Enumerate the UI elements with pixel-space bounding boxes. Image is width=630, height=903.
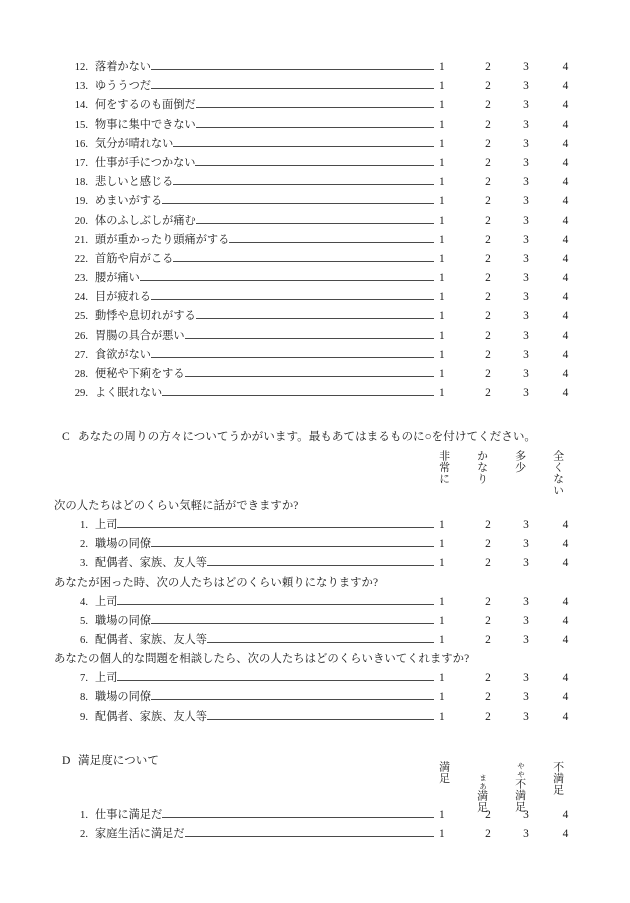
column-header-1 — [424, 450, 462, 496]
item-label: 便秘や下痢をする — [95, 368, 185, 380]
rating-option-2[interactable]: 2 — [485, 310, 491, 323]
rating-option-3[interactable]: 3 — [523, 538, 529, 551]
rating-option-2[interactable]: 2 — [485, 176, 491, 189]
leader-line — [195, 165, 437, 166]
rating-option-1[interactable]: 1 — [439, 99, 445, 112]
rating-option-2[interactable]: 2 — [485, 368, 491, 380]
item-label: 上司 — [95, 595, 118, 608]
rating-option-1[interactable]: 1 — [439, 176, 445, 189]
item-number: 8. — [80, 692, 88, 704]
section-c-heading — [0, 428, 630, 445]
rating-option-2[interactable]: 2 — [485, 633, 491, 646]
rating-option-1[interactable]: 1 — [439, 595, 445, 608]
item-label: 上司 — [95, 519, 118, 531]
rating-scale — [437, 593, 586, 612]
item-number: 9. — [80, 711, 88, 723]
item-number: 26. — [74, 330, 88, 342]
rating-option-1[interactable]: 1 — [439, 233, 445, 246]
leader-line — [185, 338, 437, 339]
rating-option-1[interactable]: 1 — [439, 710, 445, 723]
leader-line — [151, 699, 437, 700]
rating-option-4[interactable]: 4 — [562, 633, 569, 646]
rating-option-4[interactable]: 4 — [562, 614, 569, 627]
item-label: 職場の同僚 — [95, 538, 151, 551]
rating-option-4[interactable]: 4 — [562, 691, 569, 704]
item-label: 配偶者、家族、友人等 — [95, 633, 207, 646]
rating-option-3[interactable]: 3 — [523, 291, 529, 304]
rating-option-4[interactable]: 4 — [562, 519, 569, 531]
leader-line — [196, 318, 437, 319]
item-label: 仕事に満足だ — [95, 809, 163, 821]
rating-option-1[interactable]: 1 — [439, 118, 445, 131]
rating-scale — [437, 825, 586, 844]
rating-option-2[interactable]: 2 — [485, 233, 491, 246]
rating-option-4[interactable]: 4 — [562, 387, 569, 400]
section-d-items — [0, 806, 630, 844]
item-number: 15. — [74, 119, 88, 131]
item-label: 食欲がない — [95, 348, 151, 361]
rating-scale — [437, 384, 586, 403]
item-number: 2. — [80, 829, 88, 841]
rating-scale — [437, 669, 586, 688]
item-number: 5. — [80, 615, 88, 627]
leader-line — [151, 623, 437, 624]
item-label: めまいがする — [95, 195, 163, 208]
item-number: 12. — [74, 62, 88, 73]
sub-question-items — [0, 516, 586, 574]
section-d-heading-text: 満足度について — [78, 754, 159, 767]
leader-line — [207, 719, 437, 720]
item-number: 14. — [74, 100, 88, 112]
item-number: 21. — [74, 234, 88, 246]
question-item-row — [62, 708, 586, 727]
column-header-text: 不満足 — [551, 761, 564, 796]
rating-option-1[interactable]: 1 — [439, 538, 445, 551]
rating-option-1[interactable]: 1 — [439, 61, 445, 73]
question-item-row — [62, 77, 586, 96]
rating-option-3[interactable]: 3 — [523, 710, 529, 723]
item-number: 13. — [74, 81, 88, 93]
rating-option-4[interactable]: 4 — [562, 176, 569, 189]
rating-option-1[interactable]: 1 — [439, 291, 445, 304]
item-number: 19. — [74, 196, 88, 208]
rating-scale — [437, 612, 586, 631]
question-item-row — [62, 269, 586, 288]
item-label: 上司 — [95, 672, 118, 685]
item-number: 22. — [74, 253, 88, 265]
rating-option-4[interactable]: 4 — [562, 61, 569, 73]
rating-scale — [437, 154, 586, 173]
sub-question-items — [0, 669, 586, 727]
rating-scale — [437, 708, 586, 727]
sub-question-heading: あなたの個人的な問題を相談したら、次の人たちはどのくらいきいてくれますか? — [54, 653, 470, 666]
rating-option-1[interactable]: 1 — [439, 137, 445, 150]
item-number: 1. — [80, 810, 88, 821]
section-c — [0, 428, 630, 445]
rating-option-2[interactable]: 2 — [485, 538, 491, 551]
rating-option-3[interactable]: 3 — [523, 691, 529, 704]
column-header-text — [513, 761, 524, 813]
rating-option-2[interactable]: 2 — [485, 691, 491, 704]
rating-option-2[interactable]: 2 — [485, 348, 491, 361]
rating-option-4[interactable]: 4 — [562, 99, 569, 112]
leader-line — [117, 604, 437, 605]
question-item-row — [62, 212, 586, 231]
rating-scale — [437, 554, 586, 573]
item-number: 2. — [80, 539, 88, 551]
rating-option-3[interactable]: 3 — [523, 310, 529, 323]
sub-question-heading: 次の人たちはどのくらい気軽に話ができますか? — [54, 500, 299, 512]
item-label: ゆううつだ — [95, 80, 151, 93]
item-number: 29. — [74, 388, 88, 400]
column-header-annotation: まあ — [478, 773, 488, 790]
rating-option-3[interactable]: 3 — [523, 809, 529, 821]
leader-line — [162, 203, 437, 204]
rating-option-3[interactable]: 3 — [523, 99, 529, 112]
rating-option-1[interactable]: 1 — [439, 691, 445, 704]
question-item-row — [62, 535, 586, 554]
column-header-text: かなり — [475, 450, 488, 485]
question-item-row — [62, 346, 586, 365]
item-label: 気分が晴れない — [95, 137, 174, 150]
item-number: 27. — [74, 349, 88, 361]
section-b-items — [62, 58, 586, 403]
item-number: 20. — [74, 215, 88, 227]
rating-option-4[interactable]: 4 — [562, 80, 569, 93]
section-d-item-list — [0, 806, 586, 844]
rating-option-3[interactable]: 3 — [523, 519, 529, 531]
rating-option-2[interactable]: 2 — [485, 519, 491, 531]
section-d-column-headers — [424, 761, 576, 813]
question-item-row — [62, 192, 586, 211]
rating-option-2[interactable]: 2 — [485, 61, 491, 73]
rating-scale — [437, 327, 586, 346]
rating-option-4[interactable]: 4 — [562, 710, 569, 723]
question-item-row — [62, 631, 586, 650]
rating-scale — [437, 77, 586, 96]
rating-scale — [437, 58, 586, 77]
rating-option-3[interactable]: 3 — [523, 633, 529, 646]
sub-question-heading: あなたが困った時、次の人たちはどのくらい頼りになりますか? — [54, 576, 378, 589]
question-item-row — [62, 307, 586, 326]
column-header-text: 全くない — [551, 450, 564, 496]
rating-option-4[interactable]: 4 — [562, 809, 569, 821]
rating-scale — [437, 173, 586, 192]
rating-option-1[interactable]: 1 — [439, 633, 445, 646]
rating-option-2[interactable]: 2 — [485, 291, 491, 304]
column-header-main: 不満足 — [513, 778, 526, 813]
sub-question-items — [0, 593, 586, 651]
leader-line — [173, 184, 437, 185]
column-header-text — [475, 761, 486, 813]
column-header-3 — [500, 761, 538, 813]
section-d-letter: D — [62, 754, 71, 767]
item-number: 18. — [74, 177, 88, 189]
question-item-row — [62, 116, 586, 135]
question-item-row — [62, 688, 586, 707]
question-item-row — [62, 250, 586, 269]
item-label: 家庭生活に満足だ — [95, 828, 185, 841]
leader-line — [162, 817, 437, 818]
rating-option-4[interactable]: 4 — [562, 214, 569, 227]
question-item-row — [62, 669, 586, 688]
item-number: 3. — [80, 558, 88, 570]
rating-option-3[interactable]: 3 — [523, 387, 529, 400]
rating-option-3[interactable]: 3 — [523, 672, 529, 685]
rating-option-3[interactable]: 3 — [523, 61, 529, 73]
question-item-row — [62, 154, 586, 173]
leader-line — [185, 836, 437, 837]
item-label: 配偶者、家族、友人等 — [95, 710, 207, 723]
rating-option-4[interactable]: 4 — [562, 828, 569, 841]
rating-option-3[interactable]: 3 — [523, 137, 529, 150]
rating-option-1[interactable]: 1 — [439, 214, 445, 227]
rating-option-1[interactable]: 1 — [439, 614, 445, 627]
question-item-row — [62, 288, 586, 307]
leader-line — [117, 680, 437, 681]
leader-line — [151, 88, 437, 89]
rating-option-4[interactable]: 4 — [562, 272, 569, 285]
rating-option-4[interactable]: 4 — [562, 156, 569, 169]
rating-option-2[interactable]: 2 — [485, 557, 491, 570]
item-label: 悲しいと感じる — [95, 176, 174, 189]
rating-option-1[interactable]: 1 — [439, 348, 445, 361]
leader-line — [151, 69, 437, 70]
question-item-row — [62, 58, 586, 77]
item-number: 16. — [74, 138, 88, 150]
rating-scale — [437, 212, 586, 231]
leader-line — [207, 642, 437, 643]
rating-option-4[interactable]: 4 — [562, 595, 569, 608]
leader-line — [117, 527, 437, 528]
question-item-row — [62, 231, 586, 250]
rating-option-3[interactable]: 3 — [523, 368, 529, 380]
rating-option-4[interactable]: 4 — [562, 538, 569, 551]
item-label: よく眠れない — [95, 387, 163, 400]
leader-line — [229, 242, 437, 243]
item-number: 4. — [80, 596, 88, 608]
rating-option-3[interactable]: 3 — [523, 156, 529, 169]
rating-option-2[interactable]: 2 — [485, 118, 491, 131]
column-header-1 — [424, 761, 462, 813]
rating-scale — [437, 535, 586, 554]
rating-scale — [437, 806, 586, 825]
question-item-row — [62, 593, 586, 612]
item-label: 首筋や肩がこる — [95, 252, 174, 265]
rating-option-4[interactable]: 4 — [562, 252, 569, 265]
rating-option-3[interactable]: 3 — [523, 595, 529, 608]
item-label: 職場の同僚 — [95, 614, 151, 627]
rating-scale — [437, 288, 586, 307]
rating-option-4[interactable]: 4 — [562, 348, 569, 361]
rating-option-2[interactable]: 2 — [485, 214, 491, 227]
rating-option-3[interactable]: 3 — [523, 214, 529, 227]
section-c-letter: C — [62, 430, 70, 443]
question-item-row — [62, 806, 586, 825]
section-c-heading-text: あなたの周りの方々についてうかがいます。最もあてはまるものに○を付けてください。 — [78, 430, 537, 443]
rating-option-2[interactable]: 2 — [485, 828, 491, 841]
item-label: 物事に集中できない — [95, 118, 196, 131]
rating-option-3[interactable]: 3 — [523, 272, 529, 285]
item-label: 目が疲れる — [95, 291, 151, 304]
question-item-row — [62, 825, 586, 844]
item-label: 何をするのも面倒だ — [95, 99, 196, 112]
rating-scale — [437, 346, 586, 365]
rating-option-1[interactable]: 1 — [439, 195, 445, 208]
leader-line — [151, 299, 437, 300]
rating-scale — [437, 269, 586, 288]
rating-scale — [437, 96, 586, 115]
rating-option-2[interactable]: 2 — [485, 137, 491, 150]
rating-option-1[interactable]: 1 — [439, 156, 445, 169]
leader-line — [196, 107, 437, 108]
leader-line — [151, 357, 437, 358]
leader-line — [196, 223, 437, 224]
leader-line — [173, 261, 437, 262]
question-item-row — [62, 135, 586, 154]
rating-option-3[interactable]: 3 — [523, 80, 529, 93]
column-header-text: 非常に — [437, 450, 450, 485]
item-number: 7. — [80, 673, 88, 685]
rating-option-2[interactable]: 2 — [485, 329, 491, 342]
rating-option-4[interactable]: 4 — [562, 672, 569, 685]
rating-option-1[interactable]: 1 — [439, 368, 445, 380]
rating-option-2[interactable]: 2 — [485, 809, 491, 821]
rating-option-1[interactable]: 1 — [439, 519, 445, 531]
leader-line — [151, 546, 437, 547]
question-item-row — [62, 612, 586, 631]
rating-option-1[interactable]: 1 — [439, 387, 445, 400]
rating-option-4[interactable]: 4 — [562, 118, 569, 131]
rating-option-3[interactable]: 3 — [523, 176, 529, 189]
column-header-text: 満足 — [437, 761, 450, 784]
section-c-column-headers — [424, 450, 576, 496]
column-header-annotation: やや — [516, 762, 526, 779]
rating-option-2[interactable]: 2 — [485, 99, 491, 112]
rating-option-1[interactable]: 1 — [439, 557, 445, 570]
rating-option-3[interactable]: 3 — [523, 329, 529, 342]
item-number: 17. — [74, 157, 88, 169]
item-label: 体のふしぶしが痛む — [95, 214, 196, 227]
question-item-row — [62, 384, 586, 403]
rating-scale — [437, 116, 586, 135]
rating-option-2[interactable]: 2 — [485, 195, 491, 208]
rating-scale — [437, 688, 586, 707]
rating-scale — [437, 135, 586, 154]
question-item-row — [62, 516, 586, 535]
section-c-groups — [0, 497, 630, 727]
rating-option-3[interactable]: 3 — [523, 252, 529, 265]
rating-option-1[interactable]: 1 — [439, 80, 445, 93]
question-item-row — [62, 173, 586, 192]
rating-scale — [437, 631, 586, 650]
rating-scale — [437, 516, 586, 535]
item-label: 落着かない — [95, 61, 151, 73]
column-header-2 — [462, 761, 500, 813]
rating-option-1[interactable]: 1 — [439, 310, 445, 323]
leader-line — [140, 280, 437, 281]
item-number: 28. — [74, 369, 88, 380]
item-label: 配偶者、家族、友人等 — [95, 557, 207, 570]
rating-option-1[interactable]: 1 — [439, 329, 445, 342]
rating-option-2[interactable]: 2 — [485, 252, 491, 265]
column-header-4 — [538, 761, 576, 813]
rating-option-1[interactable]: 1 — [439, 809, 445, 821]
question-item-row — [62, 554, 586, 573]
rating-option-2[interactable]: 2 — [485, 156, 491, 169]
rating-option-4[interactable]: 4 — [562, 291, 569, 304]
item-number: 6. — [80, 634, 88, 646]
rating-option-2[interactable]: 2 — [485, 672, 491, 685]
rating-option-4[interactable]: 4 — [562, 195, 569, 208]
rating-option-4[interactable]: 4 — [562, 329, 569, 342]
rating-option-1[interactable]: 1 — [439, 672, 445, 685]
rating-option-3[interactable]: 3 — [523, 195, 529, 208]
column-header-3 — [500, 450, 538, 496]
rating-option-3[interactable]: 3 — [523, 828, 529, 841]
question-item-row — [62, 365, 586, 384]
item-label: 頭が重かったり頭痛がする — [95, 233, 230, 246]
column-header-main: 満足 — [475, 789, 488, 813]
rating-scale — [437, 365, 586, 384]
item-label: 職場の同僚 — [95, 691, 151, 704]
rating-option-4[interactable]: 4 — [562, 137, 569, 150]
question-item-row — [62, 327, 586, 346]
leader-line — [185, 376, 437, 377]
rating-option-2[interactable]: 2 — [485, 272, 491, 285]
leader-line — [173, 146, 437, 147]
rating-option-3[interactable]: 3 — [523, 348, 529, 361]
item-label: 腰が痛い — [95, 272, 140, 285]
question-item-row — [62, 96, 586, 115]
rating-option-4[interactable]: 4 — [562, 233, 569, 246]
rating-scale — [437, 192, 586, 211]
rating-option-3[interactable]: 3 — [523, 233, 529, 246]
rating-option-4[interactable]: 4 — [562, 368, 569, 380]
rating-option-4[interactable]: 4 — [562, 310, 569, 323]
rating-option-1[interactable]: 1 — [439, 828, 445, 841]
rating-option-2[interactable]: 2 — [485, 614, 491, 627]
rating-option-2[interactable]: 2 — [485, 595, 491, 608]
column-header-4 — [538, 450, 576, 496]
leader-line — [162, 395, 437, 396]
rating-option-3[interactable]: 3 — [523, 614, 529, 627]
rating-option-3[interactable]: 3 — [523, 118, 529, 131]
item-label: 仕事が手につかない — [95, 156, 196, 169]
item-number: 1. — [80, 520, 88, 531]
rating-option-2[interactable]: 2 — [485, 710, 491, 723]
rating-scale — [437, 231, 586, 250]
column-header-2 — [462, 450, 500, 496]
item-number: 24. — [74, 292, 88, 304]
rating-option-1[interactable]: 1 — [439, 272, 445, 285]
item-label: 動悸や息切れがする — [95, 310, 196, 323]
rating-option-2[interactable]: 2 — [485, 387, 491, 400]
rating-option-4[interactable]: 4 — [562, 557, 569, 570]
item-label: 胃腸の具合が悪い — [95, 329, 185, 342]
item-number: 25. — [74, 311, 88, 323]
column-header-text: 多少 — [513, 450, 526, 473]
rating-option-1[interactable]: 1 — [439, 252, 445, 265]
rating-option-2[interactable]: 2 — [485, 80, 491, 93]
rating-option-3[interactable]: 3 — [523, 557, 529, 570]
rating-scale — [437, 250, 586, 269]
rating-scale — [437, 307, 586, 326]
leader-line — [207, 565, 437, 566]
item-number: 23. — [74, 273, 88, 285]
leader-line — [196, 127, 437, 128]
